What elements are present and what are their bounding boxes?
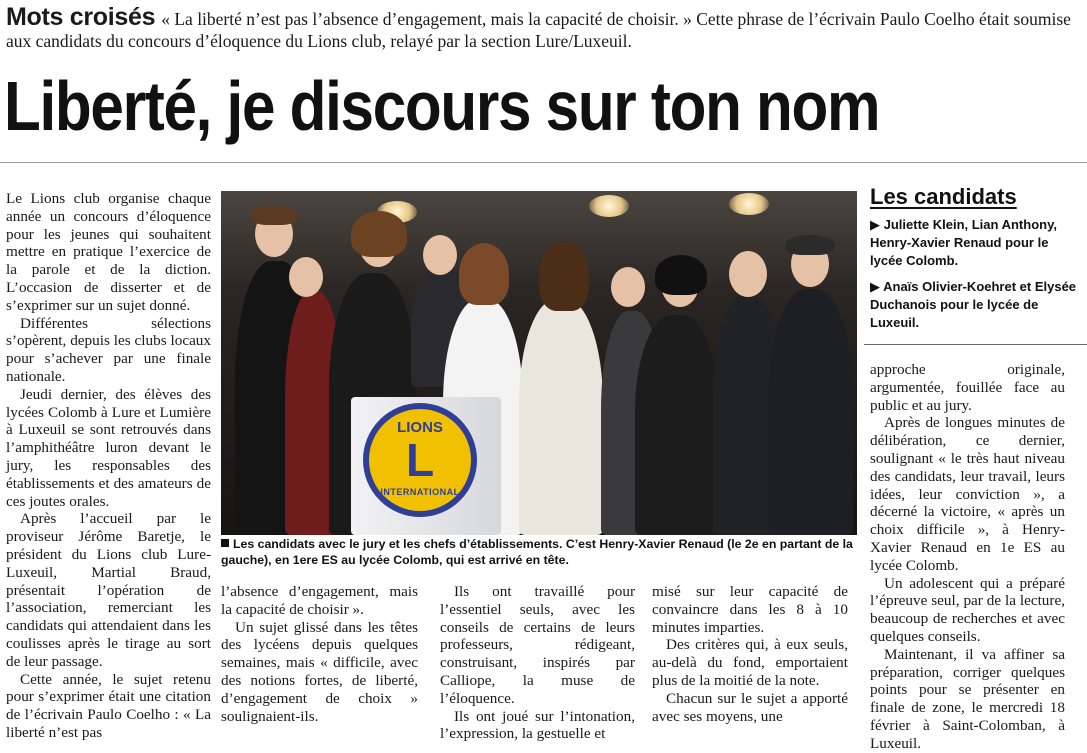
paragraph: Différentes sélections s’opèrent, depuis les clubs locaux pour s’achever par une finale nationale. xyxy=(6,314,211,385)
paragraph: Ils ont joué sur l’intonation, l’expression, la gestuelle et xyxy=(440,707,635,743)
ceiling-lamp xyxy=(729,193,769,215)
paragraph: Des critères qui, à eux seuls, au-delà du fond, emportaient plus de la moitié de la note. xyxy=(652,636,848,689)
section-kicker: Mots croisés xyxy=(6,3,156,31)
person-head xyxy=(423,235,457,275)
paragraph: Chacun sur le sujet a apporté avec ses moyens, une xyxy=(652,689,848,725)
group-photo xyxy=(221,191,857,535)
photo-caption xyxy=(221,536,859,568)
person-hair xyxy=(539,241,589,311)
header-lede xyxy=(6,3,1082,52)
sidebar-rule xyxy=(864,344,1087,345)
column-2 xyxy=(221,583,418,725)
paragraph: Le Lions club organise chaque année un concours d’éloquence pour les jeunes qui souhaitent mettre en pratique l’exercice de la parole et de la diction. L’occasion de disserter et de s’exprimer sur un sujet donné. xyxy=(6,190,211,314)
paragraph: Après de longues minutes de délibération, ce dernier, soulignant « le très haut niveau des candidats, leur travail, leurs idées, leur conviction », a décerné la victoire, « après un choix difficile », à Henry-Xavier Renaud en 1e ES au lycée Colomb. xyxy=(870,414,1065,574)
paragraph: l’absence d’engagement, mais la capacité de choisir ». xyxy=(221,583,418,618)
sidebar-box xyxy=(870,216,1080,340)
sidebar-title: Les candidats xyxy=(870,184,1017,209)
person-figure xyxy=(519,299,603,535)
person-figure xyxy=(635,315,719,535)
column-5 xyxy=(870,361,1065,753)
column-3 xyxy=(440,583,635,743)
person-hair xyxy=(251,205,297,225)
sidebar-item: ▶ Juliette Klein, Lian Anthony, Henry-Xavier Renaud pour le lycée Colomb. xyxy=(870,217,1057,268)
logo-top-text: LIONS xyxy=(397,419,443,436)
sidebar-item: ▶ Anaïs Olivier-Koehret et Elysée Duchanois pour le lycée de Luxeuil. xyxy=(870,279,1077,330)
column-1 xyxy=(6,190,211,742)
caption-text: Les candidats avec le jury et les chefs d’établissements. C’est Henry-Xavier Renaud (le 2e en partant de la gauche), en 1ere ES au lycée Colomb, qui est arrivé en tête. xyxy=(221,537,853,567)
ceiling-lamp xyxy=(589,195,629,217)
person-hair xyxy=(351,211,407,257)
article-headline: Liberté, je discours sur ton nom xyxy=(4,67,880,145)
person-figure xyxy=(769,289,853,535)
person-head xyxy=(611,267,645,307)
logo-bottom-text: INTERNATIONAL xyxy=(380,487,460,497)
paragraph: Après l’accueil par le proviseur Jérôme Baretje, le président du Lions club Lure-Luxeuil, Martial Braud, présentait l’opération de l’association, remerciant les candidats qui attendaient dans les coulisses après le tirage au sort de leur passage. xyxy=(6,510,211,670)
lions-club-logo xyxy=(363,403,477,517)
person-hair xyxy=(655,255,707,295)
paragraph: approche originale, argumentée, fouillée face au public et au jury. xyxy=(870,361,1065,414)
paragraph: misé sur leur capacité de convaincre dans les 8 à 10 minutes imparties. xyxy=(652,583,848,636)
lede-text: « La liberté n’est pas l’absence d’engagement, mais la capacité de choisir. » Cette phrase de l’écrivain Paulo Coelho était soumise aux candidats du concours d’éloquence du Lions club, relayé par la section Lure/Luxeuil. xyxy=(6,9,1071,51)
caption-square-icon xyxy=(221,539,229,547)
person-hair xyxy=(459,243,509,305)
person-hair xyxy=(785,235,835,255)
paragraph: Maintenant, il va affiner sa préparation, corriger quelques points pour se présenter en finale de zone, le mercredi 18 février à Saint-Colomban, à Luxeuil. xyxy=(870,645,1065,752)
logo-letter: L xyxy=(405,434,435,486)
paragraph: Ils ont travaillé pour l’essentiel seuls, avec les conseils de certains de leurs professeurs, rédigeant, construisant, inspirés par Calliope, la muse de l’éloquence. xyxy=(440,583,635,707)
person-head xyxy=(729,251,767,297)
person-head xyxy=(289,257,323,297)
paragraph: Un adolescent qui a préparé l’épreuve seul, par de la lecture, beaucoup de recherches et avec quelques conseils. xyxy=(870,574,1065,645)
paragraph: Un sujet glissé dans les têtes des lycéens depuis quelques semaines, mais « difficile, avec des notions fortes, de liberté, d’engagement de choix » soulignaient-ils. xyxy=(221,618,418,725)
paragraph: Cette année, le sujet retenu pour s’exprimer était une citation de l’écrivain Paulo Coelho : « La liberté n’est pas xyxy=(6,670,211,741)
paragraph: Jeudi dernier, des élèves des lycées Colomb à Lure et Lumière à Luxeuil se sont retrouvés dans l’amphithéâtre luron devant le jury, les responsables des établissements et des amateurs de ces joutes orales. xyxy=(6,385,211,510)
headline-rule xyxy=(0,162,1087,163)
column-4 xyxy=(652,583,848,725)
